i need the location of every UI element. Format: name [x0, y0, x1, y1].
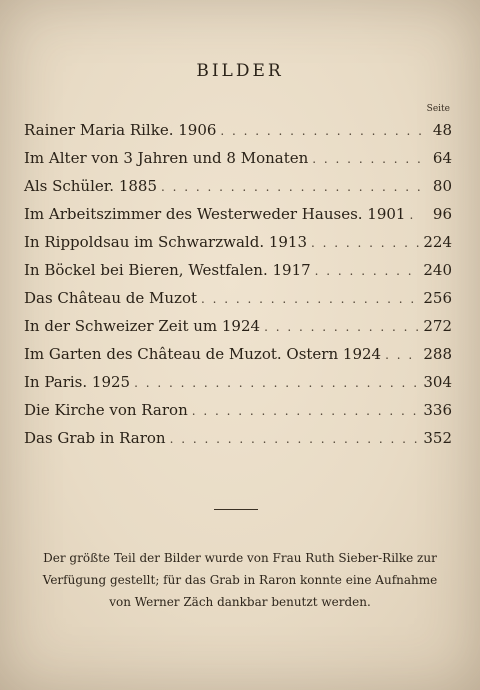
list-item: [24, 284, 452, 312]
list-item: [24, 396, 452, 424]
list-item: [24, 312, 452, 340]
dot-leader: [161, 173, 422, 201]
credits-footnote: [30, 547, 450, 613]
footnote-line: von Werner Zäch dankbar benutzt werden.: [109, 595, 371, 609]
section-divider: [214, 509, 258, 510]
list-item: [24, 200, 452, 228]
entry-title: Im Alter von 3 Jahren und 8 Monaten: [24, 149, 309, 167]
dot-leader: [264, 313, 419, 341]
page-heading: BILDER: [196, 61, 284, 81]
dot-leader: [170, 425, 420, 453]
entry-title: In der Schweizer Zeit um 1924: [24, 317, 261, 335]
list-item: [24, 116, 452, 144]
entry-page-number: 352: [423, 429, 452, 447]
entry-page-number: 272: [423, 317, 452, 335]
list-item: [24, 340, 452, 368]
list-item: [24, 144, 452, 172]
entry-page-number: 224: [423, 233, 452, 251]
footnote-line: Verfügung gestellt; für das Grab in Raron konnte eine Aufnahme: [42, 573, 438, 587]
dot-leader: [312, 145, 422, 173]
entry-page-number: 240: [423, 261, 452, 279]
entry-title: In Böckel bei Bieren, Westfalen. 1917: [24, 261, 311, 279]
entry-title: In Paris. 1925: [24, 373, 131, 391]
entry-page-number: 336: [423, 401, 452, 419]
page-column-label: Seite: [426, 104, 450, 114]
entry-title: In Rippoldsau im Schwarzwald. 1913: [24, 233, 308, 251]
dot-leader: [409, 201, 422, 229]
entry-page-number: 304: [423, 373, 452, 391]
list-item: [24, 172, 452, 200]
entry-title: Das Grab in Raron: [24, 429, 166, 447]
dot-leader: [201, 285, 419, 313]
dot-leader: [311, 229, 419, 257]
entry-page-number: 80: [432, 177, 452, 195]
entry-title: Die Kirche von Raron: [24, 401, 188, 419]
entry-title: Als Schüler. 1885: [24, 177, 158, 195]
dot-leader: [192, 397, 420, 425]
entry-page-number: 48: [432, 121, 452, 139]
entry-title: Im Garten des Château de Muzot. Ostern 1924: [24, 345, 382, 363]
entry-page-number: 96: [432, 205, 452, 223]
entry-title: Im Arbeitszimmer des Westerweder Hauses. 1901: [24, 205, 406, 223]
entry-page-number: 64: [432, 149, 452, 167]
entry-title: Rainer Maria Rilke. 1906: [24, 121, 217, 139]
dot-leader: [220, 117, 422, 145]
entry-page-number: 256: [423, 289, 452, 307]
dot-leader: [385, 341, 419, 369]
footnote-line: Der größte Teil der Bilder wurde von Frau Ruth Sieber-Rilke zur: [43, 551, 437, 565]
list-item: [24, 228, 452, 256]
dot-leader: [315, 257, 420, 285]
illustration-list: [24, 116, 452, 452]
list-item: [24, 256, 452, 284]
entry-title: Das Château de Muzot: [24, 289, 198, 307]
dot-leader: [134, 369, 419, 397]
list-item: [24, 368, 452, 396]
list-item: [24, 424, 452, 452]
entry-page-number: 288: [423, 345, 452, 363]
